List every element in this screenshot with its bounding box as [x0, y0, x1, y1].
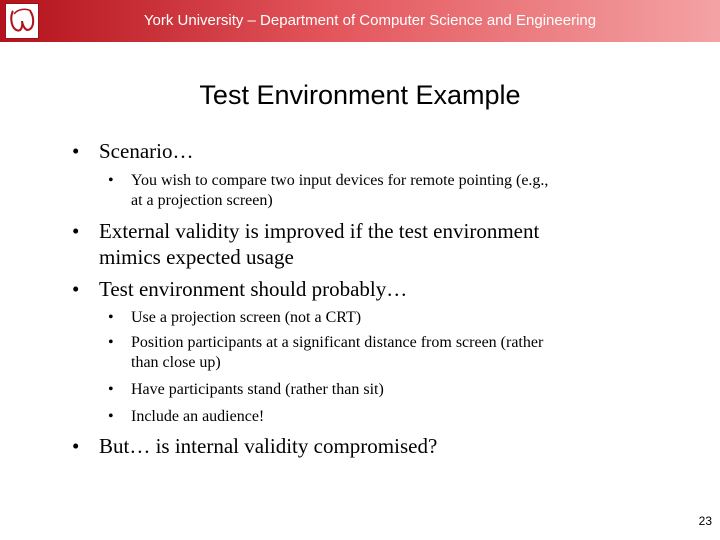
- bullet-text-line: You wish to compare two input devices for remote pointing (e.g.,: [131, 172, 549, 189]
- bullet-text-line: Have participants stand (rather than sit): [131, 381, 384, 398]
- bullet-text-line: Position participants at a significant distance from screen (rather: [131, 334, 544, 351]
- bullet-item: [108, 171, 549, 211]
- bullet-text-line: But… is internal validity compromised?: [99, 434, 438, 458]
- bullet-item: [108, 308, 362, 328]
- bullet-dot: •: [72, 434, 80, 458]
- bullet-item: [108, 333, 544, 373]
- bullet-text-line: Test environment should probably…: [99, 277, 408, 301]
- bullet-text-line: at a projection screen): [131, 192, 273, 209]
- bullet-item: [72, 433, 438, 459]
- bullet-dot: •: [108, 408, 114, 425]
- bullet-text-line: Scenario…: [99, 139, 194, 163]
- bullet-text-line: External validity is improved if the test environment: [99, 219, 540, 243]
- bullet-dot: •: [108, 309, 114, 326]
- bullet-dot: •: [108, 334, 114, 351]
- bullet-dot: •: [72, 277, 80, 301]
- bullet-item: [108, 407, 265, 427]
- bullet-item: [72, 276, 408, 302]
- bullet-item: [72, 218, 540, 270]
- bullet-dot: •: [108, 381, 114, 398]
- bullet-dot: •: [108, 172, 114, 189]
- bullet-item: [108, 380, 384, 400]
- header-title: York University – Department of Computer Science and Engineering: [143, 12, 597, 29]
- bullet-dot: •: [72, 139, 80, 163]
- slide-title: Test Environment Example: [199, 80, 521, 110]
- bullet-text-line: than close up): [131, 354, 221, 371]
- bullet-item: [72, 138, 194, 164]
- bullet-text-line: Use a projection screen (not a CRT): [131, 309, 362, 326]
- page-number: 23: [698, 514, 712, 528]
- bullet-dot: •: [72, 219, 80, 243]
- bullet-text-line: Include an audience!: [131, 408, 265, 425]
- bullet-text-line: mimics expected usage: [99, 245, 294, 269]
